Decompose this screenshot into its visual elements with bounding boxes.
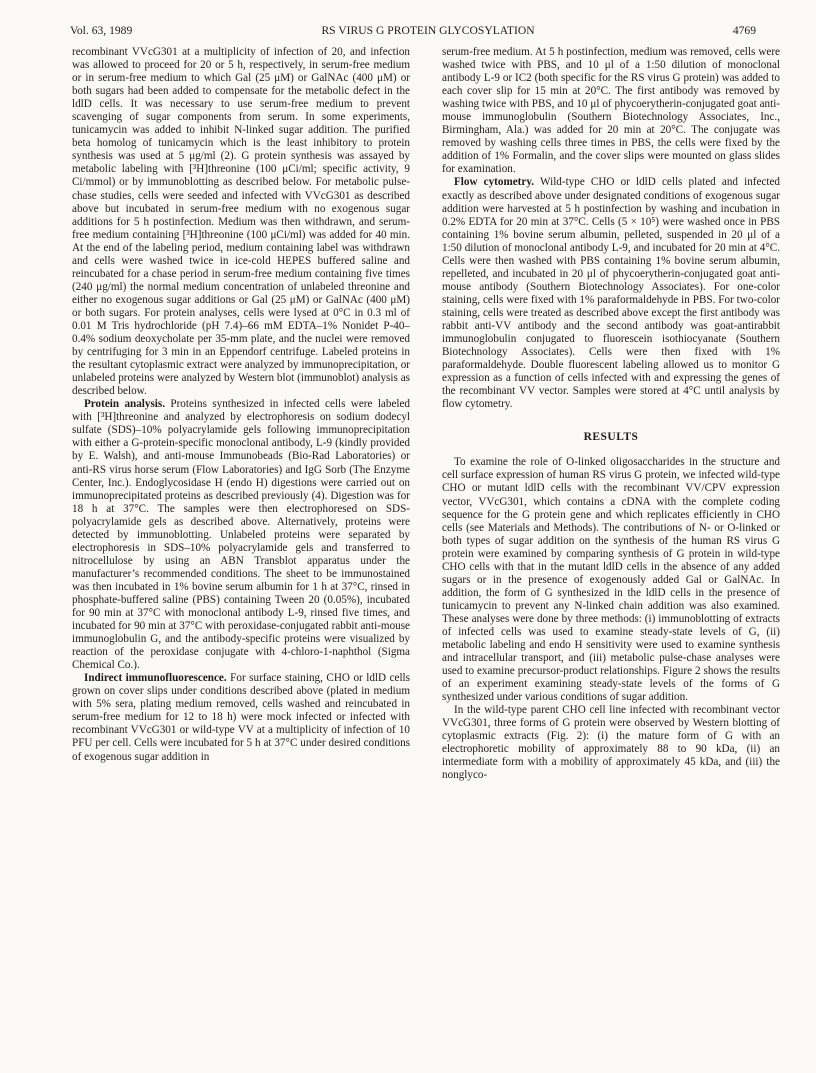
page-header <box>70 24 756 40</box>
left-column <box>72 46 410 764</box>
protein-analysis-text: Proteins synthesized in infected cells were labeled with [³H]threonine and analyzed by electrophoresis on sodium dodecyl sulfate (SDS)–10% polyacrylamide gels following immunoprecipitation with either a G-protein-specific monoclonal antibody, L-9 (kindly provided by E. Walsh), and anti-mouse Immunobeads (Bio-Rad Laboratories) or anti-RS virus horse serum (Flow Laboratories) and IgG Sorb (The Enzyme Center, Inc.). Endoglycosidase H (endo H) digestions were carried out on immunoprecipitated proteins as described previously (4). Digestion was for 18 h at 37°C. The samples were then electrophoresed on SDS-polyacrylamide gels as described above. Alternatively, proteins were detected by immunoblotting. Unlabeled proteins were separated by electrophoresis in SDS–10% polyacrylamide gels and transferred to nitrocellulose by using an ABN Transblot apparatus under the manufacturer’s recommended conditions. The sheet to be immunostained was then incubated in 1% bovine serum albumin for 1 h at 37°C, rinsed in phosphate-buffered saline (PBS) containing Tween 20 (0.05%), incubated for 90 min at 37°C with monoclonal antibody L-9, rinsed five times, and incubated for 90 min at 37°C with peroxidase-conjugated rabbit anti-mouse immunoglobulin G, and the antibody-specific proteins were visualized by reaction of the peroxidase conjugate with 4-chloro-1-naphthol (Sigma Chemical Co.). <box>72 398 410 672</box>
volume-label: Vol. 63, 1989 <box>70 24 133 37</box>
right-column <box>442 46 780 783</box>
flow-cytometry-heading: Flow cytometry. <box>454 176 535 189</box>
immunofluorescence-heading: Indirect immunofluorescence. <box>84 672 227 685</box>
methods-paragraph-infection: recombinant VVcG301 at a multiplicity of infection of 20, and infection was allowed to proceed for 20 or 5 h, respectively, in serum-free medium or in serum-free medium to which Gal (25 μM) or GalNAc (400 μM) or both sugars had been added to compensate for the metabolic defect in the ldlD cells. It was necessary to use serum-free medium to prevent scavenging of sugar components from serum. In some experiments, tunicamycin was added to inhibit N-linked sugar addition. The purified beta homolog of tunicamycin which is the least inhibitory to protein synthesis was used at 5 μg/ml (2). G protein synthesis was assayed by metabolic labeling with [³H]threonine (100 μCi/ml; specific activity, 9 Ci/mmol) or by immunoblotting as described below. For metabolic pulse-chase studies, cells were seeded and infected with VVcG301 as described above but incubated in serum-free medium with no exogenous sugar additions for 5 h postinfection. Medium was then withdrawn, and serum-free medium containing [³H]threonine (100 μCi/ml) was added for 40 min. At the end of the labeling period, medium containing label was withdrawn and cells were washed twice in ice-cold HEPES buffered saline and reincubated for a chase period in serum-free medium containing five times (240 μg/ml) the normal medium concentration of unlabeled threonine and either no exogenous sugar additions or Gal (25 μM) or GalNAc (400 μM) or both sugars. For protein analyses, cells were lysed at 0°C in 0.3 ml of 0.01 M Tris hydrochloride (pH 7.4)–66 mM EDTA–1% Nonidet P-40–0.4% sodium deoxycholate per 35-mm plate, and the nuclei were removed by centrifuging for 3 min in an Eppendorf centrifuge. Labeled proteins in the resultant cytoplasmic extract were analyzed by immunoprecipitation, or unlabeled proteins were analyzed by Western blot (immunoblot) analysis as described below. <box>72 46 410 398</box>
immunofluorescence-text: For surface staining, CHO or ldlD cells grown on cover slips under conditions described above (plated in medium with 5% sera, plating medium removed, cells washed and reincubated in serum-free medium for 12 to 18 h) were mock infected or infected with recombinant VVcG301 or wild-type VV at a multiplicity of infection of 10 PFU per cell. Cells were incubated for 5 h at 37°C under desired conditions of exogenous sugar addition in <box>72 672 410 763</box>
immunofluorescence-continued: serum-free medium. At 5 h postinfection, medium was removed, cells were washed twice with PBS, and 10 μl of a 1:50 dilution of monoclonal antibody L-9 or IC2 (both specific for the RS virus G protein) was added to each cover slip for 15 min at 20°C. The first antibody was removed by washing twice with PBS, and 10 μl of phycoerytherin-conjugated goat anti-mouse immunoglobulin (Southern Biotechnology Associates, Inc., Birmingham, Ala.) was added for 20 min at 20°C. The conjugate was removed by washing cells three times in PBS, the cells were fixed by the addition of 1% Formalin, and the cover slips were mounted on glass slides for examination. <box>442 46 780 176</box>
results-paragraph-1: To examine the role of O-linked oligosaccharides in the structure and cell surface expression of human RS virus G protein, we infected wild-type CHO or mutant ldlD cells with the recombinant VV/CPV expression vector, VVcG301, which contains a cDNA with the complete coding sequence for the G protein gene and which replicates efficiently in CHO cells (see Materials and Methods). The contributions of N- or O-linked or both types of sugar addition on the synthesis of the human RS virus G protein were examined by comparing synthesis of G protein in wild-type CHO cells with that in the mutant ldlD cells in the absence of any added sugars or in the presence of exogenously added Gal or GalNAc. In addition, the form of G synthesized in the ldlD cells in the presence of tunicamycin to prevent any N-linked chain addition was also examined. These analyses were done by three methods: (i) immunoblotting of extracts of infected cells was used to examine steady-state levels of G, (ii) metabolic labeling and endo H sensitivity were used to examine synthesis and intracellular transport, and (iii) metabolic pulse-chase analyses were used to examine precursor-product relationships. Figure 2 shows the results of an experiment examining steady-state levels of the forms of G synthesized under various conditions of sugar addition. <box>442 456 780 704</box>
running-title: RS VIRUS G PROTEIN GLYCOSYLATION <box>321 24 535 37</box>
flow-cytometry-paragraph <box>442 176 780 411</box>
results-heading: RESULTS <box>583 431 639 444</box>
results-paragraph-2: In the wild-type parent CHO cell line infected with recombinant vector VVcG301, three forms of G protein were observed by Western blotting of cytoplasmic extracts (Fig. 2): (i) the mature form of G with an electrophoretic mobility of approximately 88 to 90 kDa, (ii) an intermediate form with a mobility of approximately 45 kDa, and (iii) the nonglyco- <box>442 704 780 782</box>
protein-analysis-heading: Protein analysis. <box>84 398 166 411</box>
protein-analysis-paragraph <box>72 398 410 672</box>
flow-cytometry-text: Wild-type CHO or ldlD cells plated and infected exactly as described above under designated conditions of exogenous sugar addition were harvested at 5 h postinfection by washing and incubation in 0.2% EDTA for 20 min at 37°C. Cells (5 × 10⁵) were washed once in PBS containing 1% bovine serum albumin, pelleted, suspended in 20 μl of a 1:50 dilution of monoclonal antibody L-9, and incubated for 20 min at 4°C. Cells were then washed with PBS containing 1% bovine serum albumin, repelleted, and incubated in 20 μl of phycoerytherin-conjugated goat anti-mouse antibody (Southern Biotechnology Associates). For one-color staining, cells were fixed with 1% paraformaldehyde in PBS. For two-color staining, cells were treated as described above except the first antibody was rabbit anti-VV antibody and the second antibody was goat-antirabbit immunoglobulin conjugated to fluorescein isothiocyanate (Southern Biotechnology Associates). Cells were then fixed with 1% paraformaldehyde. Double fluorescent labeling allowed us to monitor G expression as a function of cells infected with and expressing the genes of the recombinant VV vector. Samples were stored at 4°C until analysis by flow cytometry. <box>442 176 781 411</box>
page-number: 4769 <box>732 24 756 37</box>
immunofluorescence-paragraph <box>72 672 410 763</box>
